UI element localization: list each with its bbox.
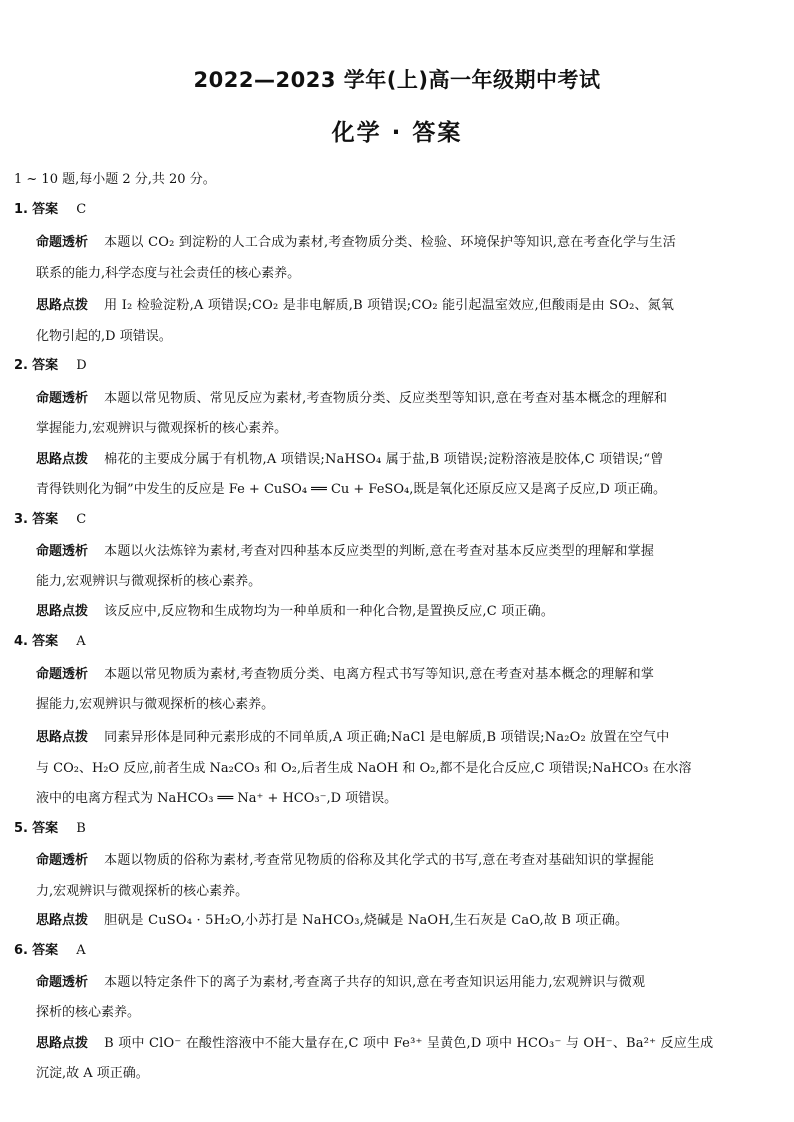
page-title: 2022—2023 学年(上)高一年级期中考试 bbox=[193, 68, 601, 92]
answer-value: C bbox=[76, 512, 87, 527]
hint-label: 思路点拨 bbox=[36, 913, 89, 928]
question-6-answer bbox=[14, 943, 86, 959]
answer-value: A bbox=[76, 634, 86, 649]
question-1-intent-line-1: 命题透析 本题以 CO₂ 到淀粉的人工合成为素材,考查物质分类、检验、环境保护等知识,意在考查化学与生活 bbox=[36, 235, 676, 250]
question-1-hint-line-2: 化物引起的,D 项错误。 bbox=[36, 329, 172, 344]
question-number: 2. bbox=[14, 358, 28, 373]
question-6-hint-line-2: 沉淀,故 A 项正确。 bbox=[36, 1066, 149, 1081]
answer-value: C bbox=[76, 202, 87, 217]
hint-label: 思路点拨 bbox=[36, 604, 89, 619]
answer-value: B bbox=[76, 821, 86, 836]
question-5-hint-line-1: 思路点拨 胆矾是 CuSO₄ · 5H₂O,小苏打是 NaHCO₃,烧碱是 NaOH,生石灰是 CaO,故 B 项正确。 bbox=[36, 913, 629, 928]
question-2-intent-line-2: 掌握能力,宏观辨识与微观探析的核心素养。 bbox=[36, 421, 288, 436]
hint-label: 思路点拨 bbox=[36, 1036, 89, 1051]
question-number: 5. bbox=[14, 821, 28, 836]
intent-label: 命题透析 bbox=[36, 391, 89, 406]
answer-label: 答案 bbox=[32, 202, 59, 217]
answer-label: 答案 bbox=[32, 943, 59, 958]
intent-label: 命题透析 bbox=[36, 853, 89, 868]
answer-value: A bbox=[76, 943, 86, 958]
hint-label: 思路点拨 bbox=[36, 452, 89, 467]
question-3-intent-line-2: 能力,宏观辨识与微观探析的核心素养。 bbox=[36, 574, 262, 589]
answer-label: 答案 bbox=[32, 821, 59, 836]
question-1-intent-line-2: 联系的能力,科学态度与社会责任的核心素养。 bbox=[36, 266, 301, 281]
question-number: 6. bbox=[14, 943, 28, 958]
question-5-intent-line-1: 命题透析 本题以物质的俗称为素材,考查常见物质的俗称及其化学式的书写,意在考查对基础知识的掌握能 bbox=[36, 853, 655, 868]
answer-label: 答案 bbox=[32, 634, 59, 649]
question-1-answer bbox=[14, 202, 86, 218]
question-1-hint-line-1: 思路点拨 用 I₂ 检验淀粉,A 项错误;CO₂ 是非电解质,B 项错误;CO₂ 能引起温室效应,但酸雨是由 SO₂、氮氧 bbox=[36, 298, 675, 313]
question-number: 1. bbox=[14, 202, 28, 217]
hint-label: 思路点拨 bbox=[36, 730, 89, 745]
hint-label: 思路点拨 bbox=[36, 298, 89, 313]
intent-label: 命题透析 bbox=[36, 975, 89, 990]
question-4-intent-line-2: 握能力,宏观辨识与微观探析的核心素养。 bbox=[36, 697, 275, 712]
section-intro: 1 ~ 10 题,每小题 2 分,共 20 分。 bbox=[14, 172, 216, 187]
question-3-answer bbox=[14, 512, 86, 528]
question-6-intent-line-2: 探析的核心素养。 bbox=[36, 1005, 141, 1020]
question-2-hint-line-1: 思路点拨 棉花的主要成分属于有机物,A 项错误;NaHSO₄ 属于盐,B 项错误;淀粉溶液是胶体,C 项错误;“曾 bbox=[36, 452, 664, 467]
question-2-hint-line-2: 青得铁则化为铜”中发生的反应是 Fe + CuSO₄ ══ Cu + FeSO₄,既是氧化还原反应又是离子反应,D 项正确。 bbox=[36, 482, 667, 497]
question-2-intent-line-1: 命题透析 本题以常见物质、常见反应为素材,考查物质分类、反应类型等知识,意在考查对基本概念的理解和 bbox=[36, 391, 668, 406]
question-2-answer bbox=[14, 358, 87, 374]
answer-label: 答案 bbox=[32, 358, 59, 373]
question-5-intent-line-2: 力,宏观辨识与微观探析的核心素养。 bbox=[36, 884, 249, 899]
question-number: 4. bbox=[14, 634, 28, 649]
question-3-intent-line-1: 命题透析 本题以火法炼锌为素材,考查对四种基本反应类型的判断,意在考查对基本反应类型的理解和掌握 bbox=[36, 544, 655, 559]
question-3-hint-line-1: 思路点拨 该反应中,反应物和生成物均为一种单质和一种化合物,是置换反应,C 项正确。 bbox=[36, 604, 555, 619]
question-4-answer bbox=[14, 634, 86, 650]
question-number: 3. bbox=[14, 512, 28, 527]
question-4-hint-line-2: 与 CO₂、H₂O 反应,前者生成 Na₂CO₃ 和 O₂,后者生成 NaOH 和 O₂,都不是化合反应,C 项错误;NaHCO₃ 在水溶 bbox=[36, 761, 692, 776]
question-4-hint-line-1: 思路点拨 同素异形体是同种元素形成的不同单质,A 项正确;NaCl 是电解质,B 项错误;Na₂O₂ 放置在空气中 bbox=[36, 730, 670, 745]
question-6-intent-line-1: 命题透析 本题以特定条件下的离子为素材,考查离子共存的知识,意在考查知识运用能力,宏观辨识与微观 bbox=[36, 975, 646, 990]
intent-label: 命题透析 bbox=[36, 544, 89, 559]
page-subtitle: 化学 · 答案 bbox=[331, 120, 463, 146]
question-4-hint-line-3: 液中的电离方程式为 NaHCO₃ ══ Na⁺ + HCO₃⁻,D 项错误。 bbox=[36, 791, 398, 806]
question-6-hint-line-1: 思路点拨 B 项中 ClO⁻ 在酸性溶液中不能大量存在,C 项中 Fe³⁺ 呈黄色,D 项中 HCO₃⁻ 与 OH⁻、Ba²⁺ 反应生成 bbox=[36, 1036, 714, 1051]
question-5-answer bbox=[14, 821, 86, 837]
question-4-intent-line-1: 命题透析 本题以常见物质为素材,考查物质分类、电离方程式书写等知识,意在考查对基本概念的理解和掌 bbox=[36, 667, 655, 682]
intent-label: 命题透析 bbox=[36, 667, 89, 682]
answer-value: D bbox=[76, 358, 87, 373]
answer-label: 答案 bbox=[32, 512, 59, 527]
intent-label: 命题透析 bbox=[36, 235, 89, 250]
